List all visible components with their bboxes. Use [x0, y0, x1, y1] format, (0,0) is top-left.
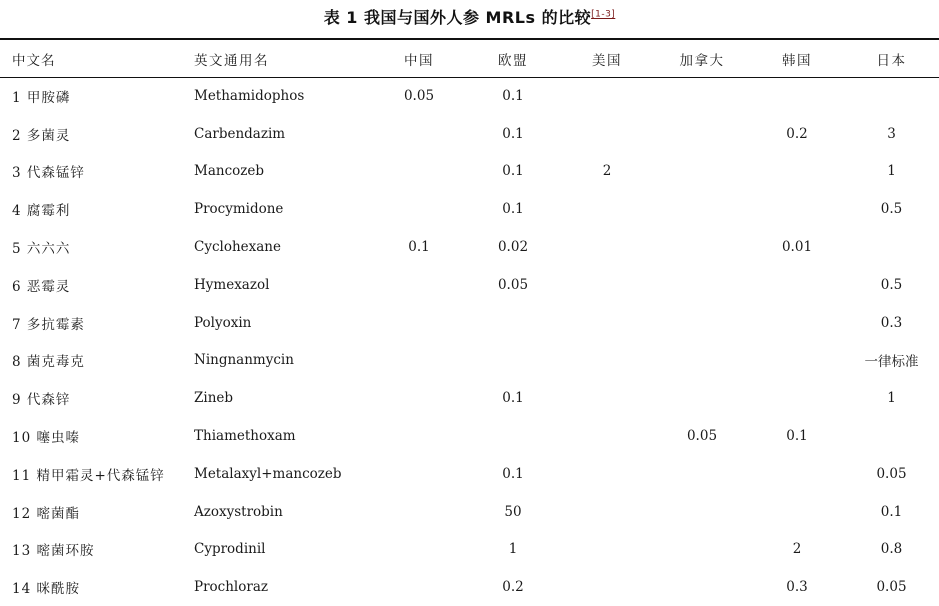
cell-canada: [654, 493, 750, 531]
cell-eu: 0.1: [502, 201, 524, 218]
cell-usa: [560, 379, 654, 417]
cell-china: [372, 568, 466, 606]
cell-china: [372, 531, 466, 569]
cell-canada: [654, 379, 750, 417]
table-row: [0, 493, 939, 531]
cell-china: [372, 304, 466, 342]
cell-china: [372, 266, 466, 304]
cell-english-name: Polyoxin: [194, 314, 252, 331]
cell-english-name: Prochloraz: [194, 579, 268, 596]
cell-eu: 0.2: [502, 579, 524, 596]
cell-english-name: Ningnanmycin: [194, 352, 294, 369]
header-usa: 美国: [592, 52, 622, 69]
cell-china: [372, 417, 466, 455]
cell-korea: [750, 342, 844, 380]
table-row: [0, 228, 939, 266]
cell-japan: 1: [887, 390, 896, 407]
cell-japan: 一律标准: [864, 354, 919, 371]
cell-english-name: Zineb: [194, 390, 234, 407]
table-row: [0, 455, 939, 493]
cell-china: [372, 455, 466, 493]
header-japan: 日本: [876, 52, 907, 69]
table-row: [0, 531, 939, 569]
cell-korea: 0.1: [786, 428, 808, 445]
cell-korea: [750, 455, 844, 493]
cell-english-name: Carbendazim: [194, 125, 286, 142]
cell-usa: 2: [602, 163, 612, 180]
cell-korea: [750, 77, 844, 115]
cell-chinese-name: 2 多菌灵: [12, 127, 71, 144]
cell-canada: [654, 153, 750, 191]
cell-chinese-name: 5 六六六: [12, 241, 71, 258]
cell-canada: [654, 228, 750, 266]
cell-chinese-name: 1 甲胺磷: [12, 89, 71, 106]
cell-eu: 0.05: [497, 276, 529, 293]
cell-korea: [750, 266, 844, 304]
cell-korea: 0.01: [781, 239, 813, 256]
caption-text: 表 1 我国与国外人参 MRLs 的比较: [323, 8, 592, 27]
cell-china: [372, 115, 466, 153]
cell-china: 0.05: [403, 87, 435, 104]
cell-usa: [560, 77, 654, 115]
cell-eu: 0.1: [502, 87, 524, 104]
cell-japan: 0.05: [876, 465, 907, 482]
table-header-row: [0, 40, 939, 77]
cell-china: [372, 379, 466, 417]
cell-china: 0.1: [408, 239, 430, 256]
cell-korea: 0.3: [786, 579, 808, 596]
cell-japan: 0.1: [880, 503, 903, 520]
table-row: [0, 266, 939, 304]
cell-english-name: Methamidophos: [194, 87, 305, 104]
cell-japan: 0.5: [880, 201, 903, 218]
cell-japan: [844, 417, 939, 455]
cell-canada: [654, 77, 750, 115]
cell-chinese-name: 10 噻虫嗪: [12, 430, 80, 447]
table-row: [0, 417, 939, 455]
cell-canada: [654, 190, 750, 228]
cell-chinese-name: 14 咪酰胺: [12, 581, 80, 598]
cell-usa: [560, 342, 654, 380]
cell-japan: 3: [887, 125, 896, 142]
cell-china: [372, 342, 466, 380]
cell-korea: [750, 153, 844, 191]
caption-reference[interactable]: [1-3]: [591, 9, 616, 20]
cell-chinese-name: 9 代森锌: [12, 392, 71, 409]
cell-eu: 0.1: [502, 163, 524, 180]
cell-usa: [560, 531, 654, 569]
cell-english-name: Metalaxyl+mancozeb: [194, 465, 342, 482]
cell-eu: 1: [508, 541, 518, 558]
cell-english-name: Procymidone: [194, 201, 284, 218]
cell-japan: [844, 77, 939, 115]
header-chinese-name: 中文名: [12, 52, 56, 69]
cell-japan: 0.05: [876, 579, 907, 596]
cell-english-name: Mancozeb: [194, 163, 264, 180]
cell-japan: 0.8: [880, 541, 903, 558]
cell-chinese-name: 3 代森锰锌: [12, 165, 85, 182]
table-body: [0, 77, 939, 606]
cell-korea: [750, 379, 844, 417]
cell-canada: 0.05: [686, 428, 718, 445]
cell-english-name: Hymexazol: [194, 276, 270, 293]
cell-usa: [560, 115, 654, 153]
cell-usa: [560, 304, 654, 342]
header-korea: 韩国: [782, 52, 812, 69]
cell-japan: 0.5: [880, 276, 903, 293]
cell-canada: [654, 304, 750, 342]
cell-english-name: Azoxystrobin: [194, 503, 283, 520]
cell-chinese-name: 8 菌克毒克: [12, 354, 85, 371]
table-row: [0, 342, 939, 380]
header-china: 中国: [404, 52, 434, 69]
cell-canada: [654, 568, 750, 606]
cell-korea: [750, 190, 844, 228]
cell-eu: 50: [504, 503, 522, 520]
cell-canada: [654, 266, 750, 304]
cell-usa: [560, 228, 654, 266]
cell-canada: [654, 455, 750, 493]
cell-english-name: Cyprodinil: [194, 541, 266, 558]
table-row: [0, 379, 939, 417]
table-caption: [0, 5, 939, 28]
cell-korea: 0.2: [786, 125, 808, 142]
cell-chinese-name: 12 嘧菌酯: [12, 505, 80, 522]
cell-chinese-name: 7 多抗霉素: [12, 316, 85, 333]
cell-eu: [466, 304, 560, 342]
cell-japan: 0.3: [880, 314, 903, 331]
cell-japan: [844, 228, 939, 266]
table-row: [0, 304, 939, 342]
cell-eu: [466, 342, 560, 380]
cell-chinese-name: 11 精甲霜灵+代森锰锌: [12, 467, 165, 484]
cell-usa: [560, 417, 654, 455]
table-row: [0, 77, 939, 115]
cell-english-name: Cyclohexane: [194, 239, 281, 256]
cell-korea: [750, 493, 844, 531]
cell-eu: 0.1: [502, 390, 524, 407]
table-row: [0, 153, 939, 191]
cell-eu: [466, 417, 560, 455]
cell-japan: 1: [887, 163, 896, 180]
cell-usa: [560, 455, 654, 493]
cell-eu: 0.1: [502, 465, 524, 482]
cell-usa: [560, 568, 654, 606]
cell-chinese-name: 6 恶霉灵: [12, 278, 71, 295]
cell-china: [372, 190, 466, 228]
table-row: [0, 190, 939, 228]
header-english-name: 英文通用名: [194, 52, 269, 69]
header-eu: 欧盟: [498, 52, 528, 69]
cell-chinese-name: 13 嘧菌环胺: [12, 543, 95, 560]
table-row: [0, 115, 939, 153]
cell-usa: [560, 266, 654, 304]
cell-korea: [750, 304, 844, 342]
cell-usa: [560, 190, 654, 228]
cell-canada: [654, 531, 750, 569]
cell-china: [372, 153, 466, 191]
cell-eu: 0.1: [502, 125, 524, 142]
cell-korea: 2: [792, 541, 802, 558]
cell-eu: 0.02: [497, 239, 529, 256]
mrl-comparison-table: [0, 40, 939, 606]
header-canada: 加拿大: [679, 52, 725, 69]
cell-canada: [654, 342, 750, 380]
cell-usa: [560, 493, 654, 531]
cell-canada: [654, 115, 750, 153]
cell-china: [372, 493, 466, 531]
cell-chinese-name: 4 腐霉利: [12, 203, 71, 220]
table-row: [0, 568, 939, 606]
cell-english-name: Thiamethoxam: [194, 428, 296, 445]
